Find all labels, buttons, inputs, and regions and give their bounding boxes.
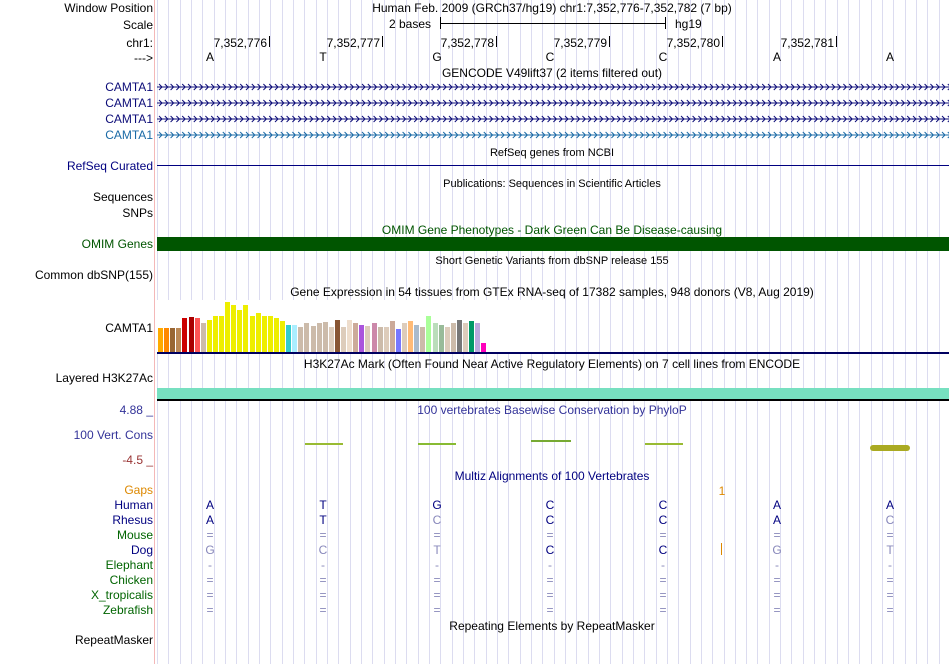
coordinate-label: 7,352,781 bbox=[780, 36, 834, 50]
refseq-track-title[interactable]: RefSeq genes from NCBI bbox=[489, 147, 615, 159]
multiz-aligned-base: T bbox=[886, 543, 894, 557]
gtex-tissue-bar[interactable] bbox=[262, 316, 267, 352]
gencode-transcript-feature[interactable] bbox=[157, 131, 949, 139]
gtex-tissue-bar[interactable] bbox=[439, 325, 444, 352]
multiz-species-label[interactable]: Zebrafish bbox=[102, 603, 153, 617]
repeatmasker-track-label[interactable]: RepeatMasker bbox=[74, 633, 153, 647]
multiz-aligned-base: - bbox=[321, 558, 325, 572]
multiz-aligned-base: = bbox=[319, 528, 327, 542]
gtex-tissue-bar[interactable] bbox=[475, 323, 480, 352]
gencode-transcript-label[interactable]: CAMTA1 bbox=[105, 112, 153, 126]
gtex-track-label[interactable]: CAMTA1 bbox=[105, 321, 153, 335]
gtex-tissue-bar[interactable] bbox=[158, 328, 163, 352]
gtex-tissue-bar[interactable] bbox=[384, 327, 389, 352]
cons-logo-mark bbox=[870, 445, 910, 451]
multiz-aligned-base: A bbox=[205, 498, 215, 512]
gtex-tissue-bar[interactable] bbox=[311, 326, 316, 352]
multiz-species-label[interactable]: Dog bbox=[130, 543, 153, 557]
gtex-tissue-bar[interactable] bbox=[433, 323, 438, 352]
multiz-aligned-base: = bbox=[773, 528, 781, 542]
gtex-tissue-bar[interactable] bbox=[298, 327, 303, 352]
multiz-species-label[interactable]: Elephant bbox=[105, 558, 153, 572]
gtex-tissue-bar[interactable] bbox=[274, 318, 279, 352]
gtex-tissue-bar[interactable] bbox=[481, 343, 486, 352]
multiz-aligned-base: A bbox=[772, 498, 782, 512]
coordinate-tick bbox=[496, 36, 497, 47]
gtex-tissue-bar[interactable] bbox=[219, 316, 224, 352]
gtex-tissue-bar[interactable] bbox=[304, 323, 309, 352]
strand-arrow-label: ---> bbox=[134, 51, 153, 65]
gtex-tissue-bar[interactable] bbox=[414, 325, 419, 352]
multiz-aligned-base: - bbox=[775, 558, 779, 572]
multiz-aligned-base: = bbox=[886, 588, 894, 602]
gtex-tissue-bar[interactable] bbox=[341, 327, 346, 352]
multiz-aligned-base: = bbox=[659, 573, 667, 587]
refseq-feature-line[interactable] bbox=[157, 165, 949, 166]
gtex-tissue-bar[interactable] bbox=[323, 322, 328, 352]
reference-base: C bbox=[545, 50, 555, 64]
coordinate-label: 7,352,778 bbox=[440, 36, 494, 50]
gtex-baseline bbox=[157, 352, 949, 354]
multiz-gap-tick bbox=[721, 543, 722, 555]
multiz-aligned-base: G bbox=[205, 543, 215, 557]
multiz-aligned-base: A bbox=[772, 513, 782, 527]
gtex-tissue-bar[interactable] bbox=[372, 323, 377, 352]
multiz-aligned-base: T bbox=[433, 543, 441, 557]
multiz-aligned-base: - bbox=[435, 558, 439, 572]
multiz-aligned-base: C bbox=[658, 543, 668, 557]
gtex-tissue-bar[interactable] bbox=[329, 327, 334, 352]
gtex-tissue-bar[interactable] bbox=[280, 321, 285, 352]
multiz-aligned-base: = bbox=[319, 588, 327, 602]
gtex-tissue-bar[interactable] bbox=[176, 328, 181, 352]
multiz-aligned-base: - bbox=[888, 558, 892, 572]
multiz-aligned-base: = bbox=[546, 588, 554, 602]
gtex-tissue-bar[interactable] bbox=[225, 302, 230, 352]
window-position-label: Window Position bbox=[64, 1, 153, 15]
gtex-tissue-bar[interactable] bbox=[207, 320, 212, 352]
coordinate-tick bbox=[722, 36, 723, 47]
chrom-label: chr1: bbox=[126, 36, 153, 50]
gtex-tissue-bar[interactable] bbox=[396, 329, 401, 352]
multiz-aligned-base: - bbox=[208, 558, 212, 572]
coordinate-tick bbox=[269, 36, 270, 47]
h3k27ac-track-title[interactable]: H3K27Ac Mark (Often Found Near Active Regulatory Elements) on 7 cell lines from ENCODE bbox=[303, 357, 801, 371]
gtex-tissue-bar[interactable] bbox=[250, 316, 255, 352]
multiz-aligned-base: C bbox=[432, 513, 442, 527]
cons-logo-mark bbox=[418, 443, 456, 445]
gtex-expression-chart[interactable] bbox=[157, 300, 549, 352]
gtex-tissue-bar[interactable] bbox=[408, 321, 413, 352]
multiz-species-label[interactable]: Chicken bbox=[109, 573, 153, 587]
h3k27ac-signal-bar[interactable] bbox=[157, 388, 949, 399]
omim-feature-bar[interactable] bbox=[157, 237, 949, 251]
gtex-track-title[interactable]: Gene Expression in 54 tissues from GTEx RNA-seq of 17382 samples, 948 donors (V8, Aug 2019) bbox=[290, 285, 814, 299]
multiz-aligned-base: C bbox=[545, 543, 555, 557]
multiz-aligned-base: = bbox=[886, 573, 894, 587]
multiz-aligned-base: = bbox=[659, 603, 667, 617]
publications-track-title[interactable]: Publications: Sequences in Scientific Articles bbox=[443, 178, 661, 190]
gtex-tissue-bar[interactable] bbox=[231, 305, 236, 352]
gtex-tissue-bar[interactable] bbox=[164, 328, 169, 352]
gtex-tissue-bar[interactable] bbox=[286, 325, 291, 352]
multiz-aligned-base: C bbox=[658, 513, 668, 527]
h3k27ac-baseline bbox=[157, 399, 949, 401]
multiz-aligned-base: = bbox=[433, 573, 441, 587]
coordinate-tick bbox=[836, 36, 837, 47]
multiz-aligned-base: C bbox=[658, 498, 668, 512]
multiz-aligned-base: G bbox=[772, 543, 782, 557]
multiz-species-label[interactable]: Rhesus bbox=[112, 513, 153, 527]
gtex-tissue-bar[interactable] bbox=[402, 323, 407, 352]
gtex-tissue-bar[interactable] bbox=[170, 328, 175, 352]
multiz-aligned-base: G bbox=[432, 498, 442, 512]
multiz-aligned-base: = bbox=[773, 603, 781, 617]
dbsnp-track-title[interactable]: Short Genetic Variants from dbSNP release 155 bbox=[435, 255, 669, 267]
multiz-aligned-base: A bbox=[205, 513, 215, 527]
gencode-transcript-feature[interactable] bbox=[157, 83, 949, 91]
multiz-aligned-base: = bbox=[773, 573, 781, 587]
coordinate-label: 7,352,780 bbox=[666, 36, 720, 50]
scale-text: 2 bases bbox=[389, 17, 432, 31]
multiz-aligned-base: = bbox=[659, 528, 667, 542]
publications-label-snps[interactable]: SNPs bbox=[122, 206, 153, 220]
repeatmasker-track-title[interactable]: Repeating Elements by RepeatMasker bbox=[449, 619, 655, 633]
gtex-tissue-bar[interactable] bbox=[451, 323, 456, 352]
track-area-border bbox=[154, 0, 155, 664]
coordinate-label: 7,352,776 bbox=[213, 36, 267, 50]
gtex-tissue-bar[interactable] bbox=[420, 327, 425, 352]
multiz-aligned-base: = bbox=[546, 528, 554, 542]
omim-track-label[interactable]: OMIM Genes bbox=[81, 237, 153, 251]
multiz-aligned-base: = bbox=[319, 603, 327, 617]
multiz-aligned-base: = bbox=[206, 603, 214, 617]
assembly-position-text: Human Feb. 2009 (GRCh37/hg19) chr1:7,352,776-7,352,782 (7 bp) bbox=[372, 1, 732, 15]
gtex-tissue-bar[interactable] bbox=[353, 323, 358, 352]
gtex-tissue-bar[interactable] bbox=[457, 320, 462, 352]
multiz-aligned-base: C bbox=[545, 513, 555, 527]
publications-label-sequences[interactable]: Sequences bbox=[92, 190, 153, 204]
reference-base: A bbox=[205, 50, 215, 64]
gtex-tissue-bar[interactable] bbox=[365, 326, 370, 352]
gtex-tissue-bar[interactable] bbox=[426, 316, 431, 352]
gencode-transcript-feature[interactable] bbox=[157, 99, 949, 107]
gtex-tissue-bar[interactable] bbox=[195, 318, 200, 352]
cons-track-title[interactable]: 100 vertebrates Basewise Conservation by PhyloP bbox=[417, 403, 687, 417]
coordinate-label: 7,352,777 bbox=[326, 36, 380, 50]
multiz-aligned-base: = bbox=[659, 588, 667, 602]
reference-base: T bbox=[319, 50, 327, 64]
multiz-aligned-base: C bbox=[885, 513, 895, 527]
multiz-aligned-base: = bbox=[886, 528, 894, 542]
gtex-tissue-bar[interactable] bbox=[378, 327, 383, 352]
multiz-aligned-base: = bbox=[773, 588, 781, 602]
multiz-aligned-base: - bbox=[548, 558, 552, 572]
gencode-track-title[interactable]: GENCODE V49lift37 (2 items filtered out) bbox=[441, 66, 663, 80]
multiz-aligned-base: = bbox=[546, 603, 554, 617]
multiz-aligned-base: A bbox=[885, 498, 895, 512]
coordinate-tick bbox=[609, 36, 610, 47]
reference-base: A bbox=[885, 50, 895, 64]
gtex-tissue-bar[interactable] bbox=[268, 316, 273, 352]
cons-track-label[interactable]: 100 Vert. Cons bbox=[73, 428, 153, 442]
scale-db: hg19 bbox=[675, 17, 702, 31]
gtex-tissue-bar[interactable] bbox=[359, 325, 364, 352]
cons-min-label: -4.5 _ bbox=[122, 453, 153, 467]
gtex-tissue-bar[interactable] bbox=[390, 321, 395, 352]
multiz-aligned-base: = bbox=[206, 573, 214, 587]
multiz-aligned-base: T bbox=[319, 498, 327, 512]
cons-max-label: 4.88 _ bbox=[119, 403, 153, 417]
gencode-transcript-label[interactable]: CAMTA1 bbox=[105, 80, 153, 94]
multiz-aligned-base: C bbox=[545, 498, 555, 512]
multiz-aligned-base: = bbox=[433, 528, 441, 542]
gtex-tissue-bar[interactable] bbox=[469, 321, 474, 352]
multiz-aligned-base: = bbox=[206, 588, 214, 602]
gencode-transcript-label[interactable]: CAMTA1 bbox=[105, 128, 153, 142]
reference-base: A bbox=[772, 50, 782, 64]
multiz-aligned-base: C bbox=[318, 543, 328, 557]
multiz-species-label[interactable]: X_tropicalis bbox=[90, 588, 153, 602]
scale-bar bbox=[440, 17, 666, 29]
reference-base: C bbox=[658, 50, 668, 64]
multiz-aligned-base: = bbox=[319, 573, 327, 587]
gtex-tissue-bar[interactable] bbox=[445, 327, 450, 352]
gtex-tissue-bar[interactable] bbox=[463, 323, 468, 352]
gtex-tissue-bar[interactable] bbox=[201, 323, 206, 352]
gencode-transcript-feature[interactable] bbox=[157, 115, 949, 123]
coordinate-tick bbox=[382, 36, 383, 47]
multiz-aligned-base: T bbox=[319, 513, 327, 527]
multiz-gaps-label: Gaps bbox=[124, 483, 153, 497]
gtex-tissue-bar[interactable] bbox=[256, 313, 261, 352]
scale-label: Scale bbox=[122, 18, 153, 32]
multiz-species-label[interactable]: Mouse bbox=[116, 528, 153, 542]
gtex-tissue-bar[interactable] bbox=[182, 318, 187, 352]
multiz-aligned-base: - bbox=[661, 558, 665, 572]
multiz-aligned-base: = bbox=[433, 603, 441, 617]
gtex-tissue-bar[interactable] bbox=[213, 316, 218, 352]
multiz-gap-count: 1 bbox=[718, 484, 726, 498]
gencode-transcript-label[interactable]: CAMTA1 bbox=[105, 96, 153, 110]
gtex-tissue-bar[interactable] bbox=[317, 323, 322, 352]
multiz-aligned-base: = bbox=[206, 528, 214, 542]
gtex-tissue-bar[interactable] bbox=[335, 320, 340, 352]
coordinate-label: 7,352,779 bbox=[553, 36, 607, 50]
multiz-aligned-base: = bbox=[546, 573, 554, 587]
refseq-track-label[interactable]: RefSeq Curated bbox=[66, 159, 153, 173]
gtex-tissue-bar[interactable] bbox=[292, 325, 297, 352]
reference-base: G bbox=[432, 50, 442, 64]
omim-track-title[interactable]: OMIM Gene Phenotypes - Dark Green Can Be Disease-causing bbox=[381, 223, 723, 237]
gtex-tissue-bar[interactable] bbox=[243, 305, 248, 352]
gtex-tissue-bar[interactable] bbox=[189, 317, 194, 352]
dbsnp-track-label[interactable]: Common dbSNP(155) bbox=[34, 268, 153, 282]
h3k27ac-track-label[interactable]: Layered H3K27Ac bbox=[55, 371, 153, 385]
multiz-track-title[interactable]: Multiz Alignments of 100 Vertebrates bbox=[454, 469, 650, 483]
multiz-aligned-base: = bbox=[433, 588, 441, 602]
multiz-species-label[interactable]: Human bbox=[114, 498, 153, 512]
gtex-tissue-bar[interactable] bbox=[347, 320, 352, 352]
gtex-tissue-bar[interactable] bbox=[237, 310, 242, 352]
multiz-aligned-base: = bbox=[886, 603, 894, 617]
